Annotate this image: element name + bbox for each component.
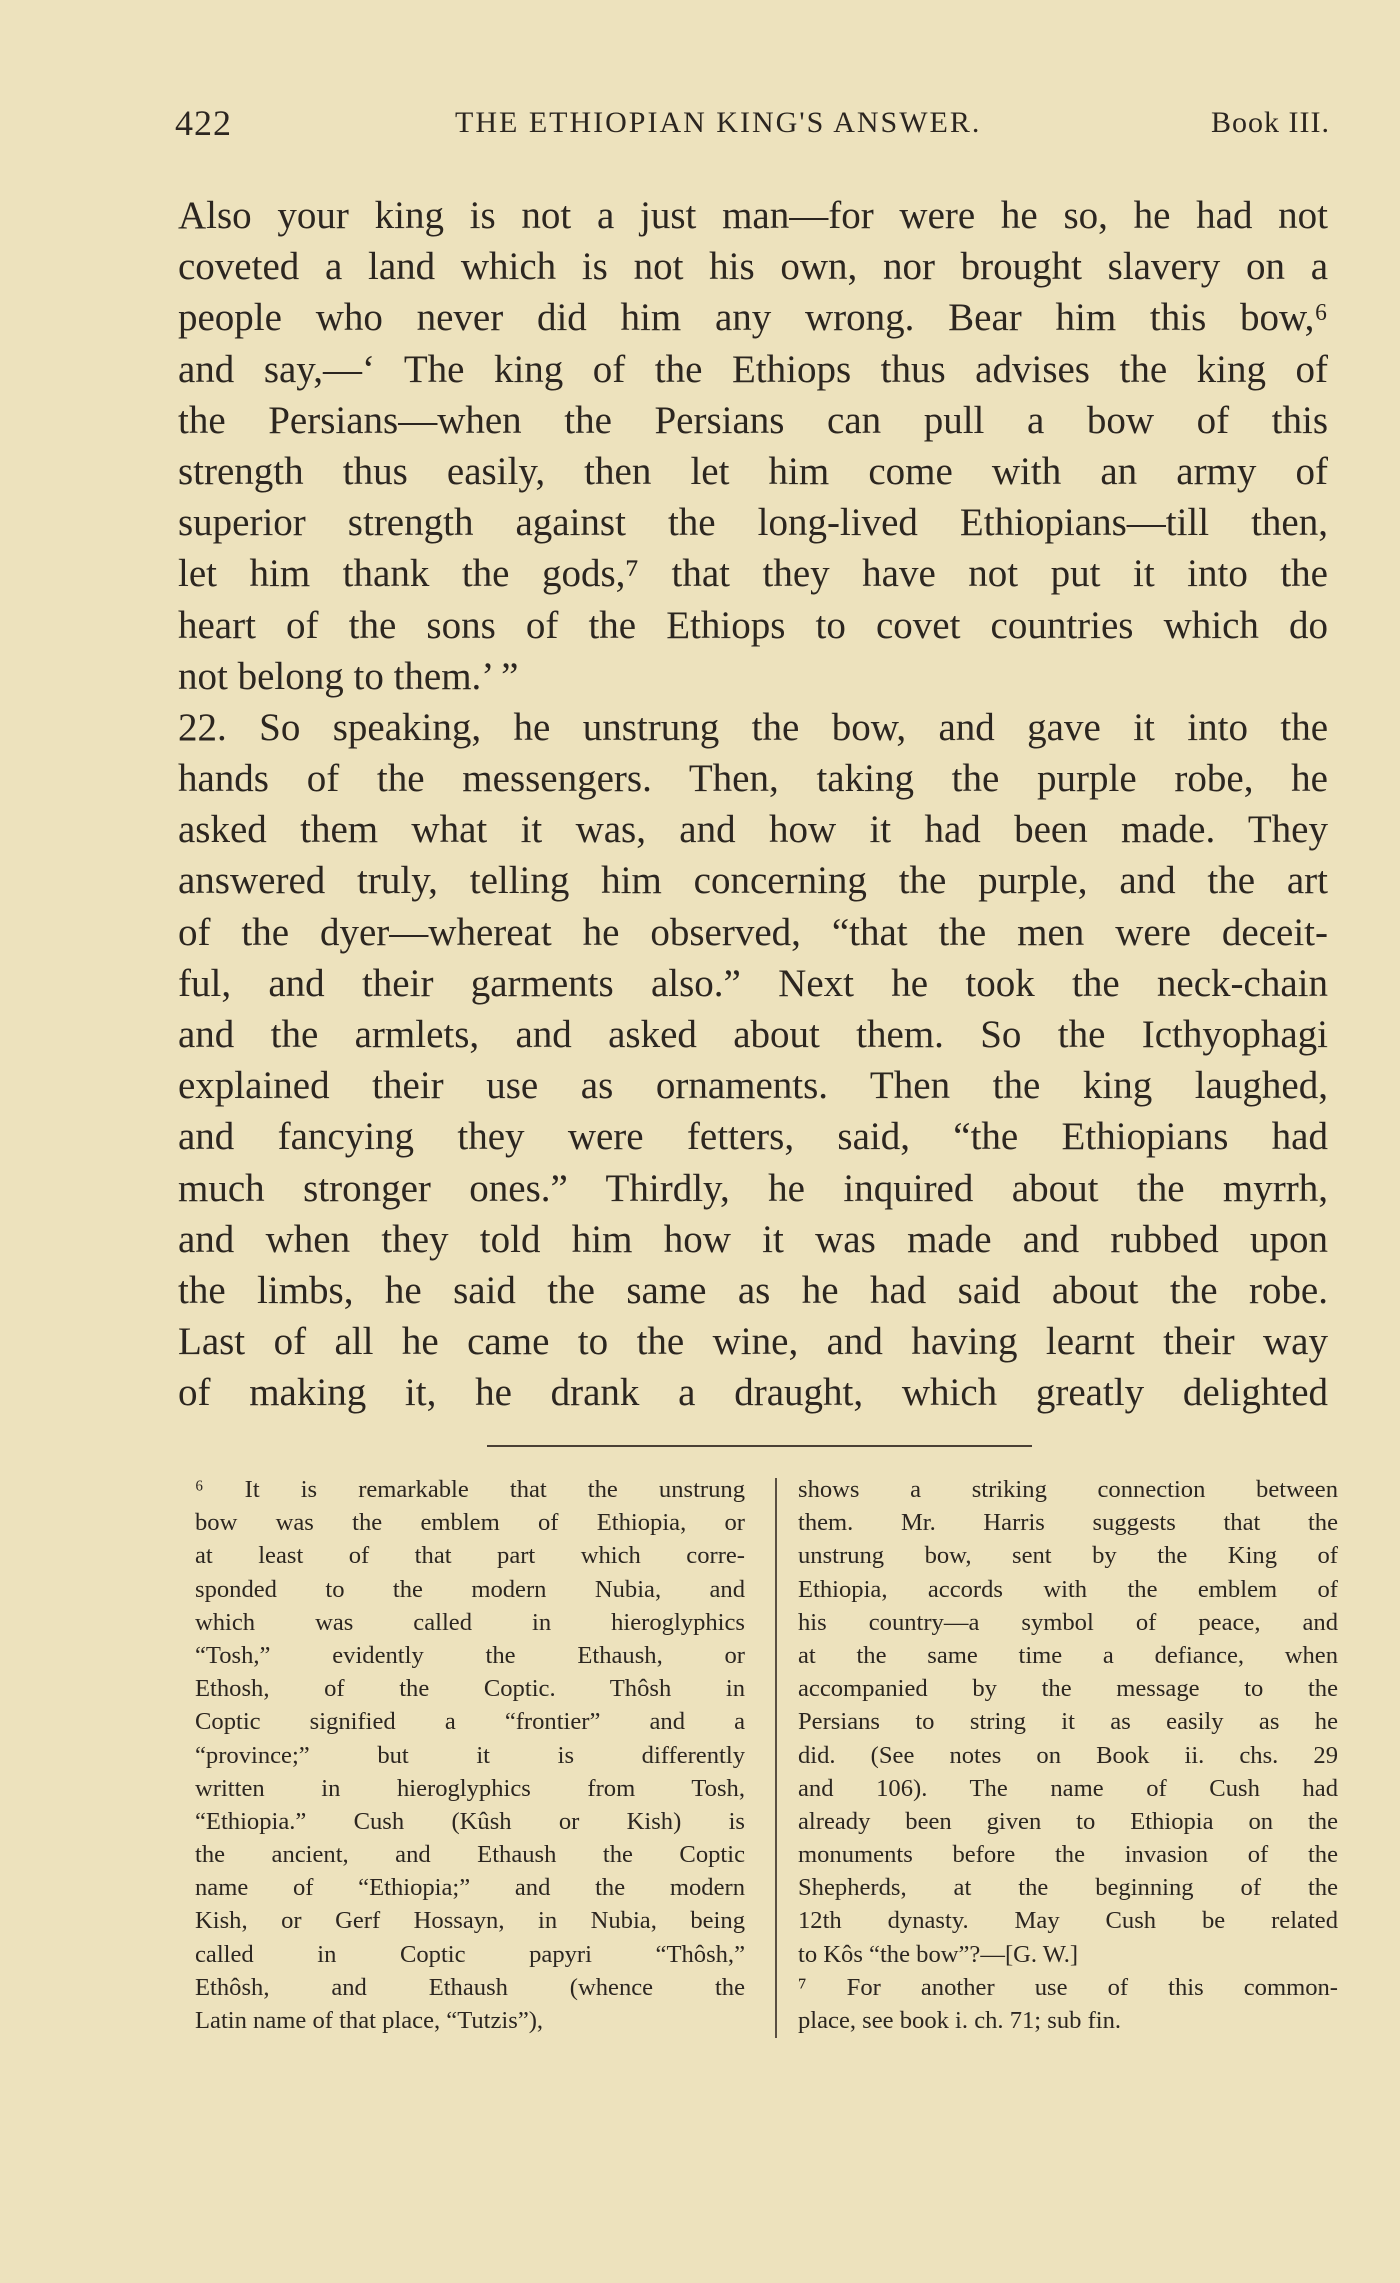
footnotes-left-column [195,1473,745,2037]
footnote-line: the ancient, and Ethaush the Coptic [195,1841,745,1869]
footnote-line: and 106). The name of Cush had [798,1774,1338,1802]
footnote-line: to Kôs “the bow”?—[G. W.] [798,1940,1079,1968]
running-head [175,102,1330,148]
page-number: 422 [175,103,232,143]
text-line: and fancying they were fetters, said, “the Ethiopians had [178,1115,1328,1159]
footnote-line: ⁶ It is remarkable that the unstrung [195,1476,745,1503]
footnote-line: Kish, or Gerf Hossayn, in Nubia, being [195,1907,745,1935]
footnote-line: shows a striking connection between [798,1476,1338,1503]
footnote-line: called in Coptic papyri “Thôsh,” [195,1940,745,1968]
footnotes-right-column [798,1473,1338,2037]
footnote-rule [487,1445,1032,1447]
text-line: not belong to them.’ ” [178,654,519,698]
footnote-line: “Tosh,” evidently the Ethaush, or [195,1641,745,1669]
footnote-line: Shepherds, at the beginning of the [798,1874,1338,1902]
text-line: of the dyer—whereat he observed, “that the men were deceit- [178,910,1328,954]
text-line: Also your king is not a just man—for were he so, he had not [178,194,1328,237]
book-label: Book III. [1211,106,1330,139]
footnote-line: place, see book i. ch. 71; sub fin. [798,2007,1122,2034]
footnote-line: unstrung bow, sent by the King of [798,1542,1338,1570]
footnote-line: them. Mr. Harris suggests that the [798,1509,1338,1537]
text-line: Last of all he came to the wine, and having learnt their way [178,1320,1328,1364]
running-title: THE ETHIOPIAN KING'S ANSWER. [455,106,982,139]
footnote-line: at least of that part which corre- [195,1542,745,1570]
text-line: explained their use as ornaments. Then the king laughed, [178,1064,1328,1108]
footnote-line: accompanied by the message to the [798,1675,1338,1703]
text-line: of making it, he drank a draught, which greatly delighted [178,1371,1328,1415]
text-line: strength thus easily, then let him come with an army of [178,449,1328,493]
footnote-line: “province;” but it is differently [195,1741,745,1769]
text-line: superior strength against the long-lived Ethiopians—till then, [178,501,1328,545]
footnote-line: “Ethiopia.” Cush (Kûsh or Kish) is [195,1807,745,1835]
footnote-line: bow was the emblem of Ethiopia, or [195,1509,745,1537]
footnote-line: 12th dynasty. May Cush be related [798,1907,1338,1935]
footnote-line: Coptic signified a “frontier” and a [195,1708,745,1736]
footnote-line: written in hieroglyphics from Tosh, [195,1774,745,1802]
text-line: and say,—‘ The king of the Ethiops thus advises the king of [178,347,1328,391]
footnote-line: Persians to string it as easily as he [798,1708,1338,1736]
footnote-line: at the same time a defiance, when [798,1641,1338,1669]
text-line: heart of the sons of the Ethiops to covet countries which do [178,603,1328,647]
footnote-line: sponded to the modern Nubia, and [195,1575,745,1603]
footnote-line: did. (See notes on Book ii. chs. 29 [798,1741,1338,1769]
footnote-line: Latin name of that place, “Tutzis”), [195,2007,544,2034]
text-line: and the armlets, and asked about them. So the Icthyophagi [178,1013,1328,1056]
footnote-line: already been given to Ethiopia on the [798,1807,1338,1835]
footnote-line: ⁷ For another use of this common- [798,1973,1338,2001]
footnote-line: Ethiopia, accords with the emblem of [798,1575,1338,1603]
text-line: let him thank the gods,⁷ that they have not put it into the [178,552,1328,596]
text-line: hands of the messengers. Then, taking the purple robe, he [178,757,1328,801]
text-line: the Persians—when the Persians can pull a bow of this [178,398,1328,442]
text-line: asked them what it was, and how it had been made. They [178,808,1328,852]
text-line: coveted a land which is not his own, nor brought slavery on a [178,245,1328,289]
footnote-line: which was called in hieroglyphics [195,1608,745,1636]
main-text [178,190,1328,1419]
text-line: much stronger ones.” Thirdly, he inquired about the myrrh, [178,1166,1328,1210]
text-line: and when they told him how it was made and rubbed upon [178,1217,1328,1261]
footnote-line: Ethosh, of the Coptic. Thôsh in [195,1675,745,1703]
text-line: the limbs, he said the same as he had said about the robe. [178,1268,1328,1312]
text-line: ful, and their garments also.” Next he took the neck-chain [178,961,1328,1005]
text-line: answered truly, telling him concerning the purple, and the art [178,859,1328,903]
text-line: 22. So speaking, he unstrung the bow, and gave it into the [178,705,1328,749]
footnote-line: monuments before the invasion of the [798,1841,1338,1869]
column-divider [775,1478,777,2038]
footnote-line: Ethôsh, and Ethaush (whence the [195,1973,745,2001]
footnote-line: name of “Ethiopia;” and the modern [195,1874,745,1902]
text-line: people who never did him any wrong. Bear him this bow,⁶ [178,296,1328,340]
footnote-line: his country—a symbol of peace, and [798,1608,1338,1636]
